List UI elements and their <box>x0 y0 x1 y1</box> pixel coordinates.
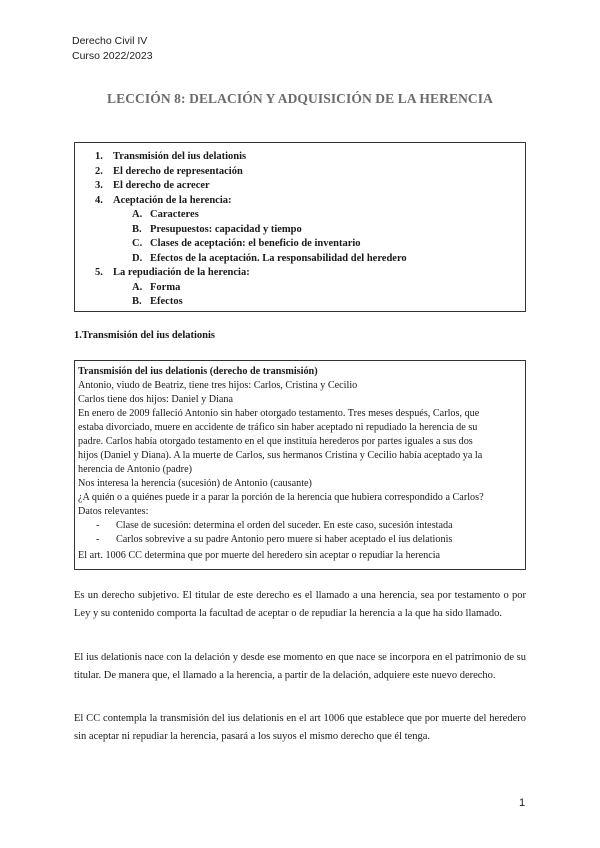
case-line: Carlos tiene dos hijos: Daniel y Diana <box>78 394 234 405</box>
bullet-item: Clase de sucesión: determina el orden del suceder. En este caso, sucesión intestada <box>116 520 453 531</box>
body-paragraph: Es un derecho subjetivo. El titular de este derecho es el llamado a una herencia, sea por testamento o por Ley y su contenido comporta la facultad de aceptar o de repudiar la herencia a la que ha sido llamado. <box>74 590 526 619</box>
course-name: Derecho Civil IV <box>72 35 148 47</box>
case-line: herencia de Antonio (padre) <box>78 464 192 475</box>
section-heading: 1.Transmisión del ius delationis <box>74 330 216 341</box>
body-paragraph: El CC contempla la transmisión del ius delationis en el art 1006 que establece que por muerte del heredero sin aceptar ni repudiar la herencia, pasará a los suyos el mismo derecho que él tenga. <box>74 713 526 742</box>
bullet-mark: - <box>96 520 100 531</box>
case-study-box <box>74 360 526 570</box>
toc-item: 5. La repudiación de la herencia: <box>95 267 250 278</box>
case-line: Antonio, viudo de Beatriz, tiene tres hijos: Carlos, Cristina y Cecilio <box>78 380 358 391</box>
toc-item: 4. Aceptación de la herencia: <box>95 194 232 206</box>
toc-subitem: B. Efectos <box>132 296 183 307</box>
toc-item: 2. El derecho de representación <box>95 165 243 177</box>
toc-subitem: D. Efectos de la aceptación. La responsabilidad del heredero <box>132 252 407 264</box>
case-line: Nos interesa la herencia (sucesión) de Antonio (causante) <box>78 478 312 489</box>
case-line: Datos relevantes: <box>78 506 149 517</box>
bullet-mark: - <box>96 534 100 545</box>
table-of-contents <box>74 142 526 312</box>
toc-item: 3. El derecho de acrecer <box>95 180 210 191</box>
course-year: Curso 2022/2023 <box>72 50 153 62</box>
toc-subitem: A. Caracteres <box>132 209 199 220</box>
toc-subitem: C. Clases de aceptación: el beneficio de inventario <box>132 238 361 249</box>
toc-subitem: B. Presupuestos: capacidad y tiempo <box>132 223 302 235</box>
bullet-item: Carlos sobrevive a su padre Antonio pero muere si haber aceptado el ius delationis <box>116 534 453 545</box>
toc-item: 1. Transmisión del ius delationis <box>95 151 247 162</box>
document-header <box>72 34 153 64</box>
case-conclusion: El art. 1006 CC determina que por muerte del heredero sin aceptar o repudiar la herencia <box>78 550 441 561</box>
case-line: padre. Carlos había otorgado testamento en el que instituía herederos por partes iguales a sus dos <box>78 436 473 447</box>
case-line: ¿A quién o a quiénes puede ir a parar la porción de la herencia que hubiera correspondido a Carlos? <box>78 492 484 503</box>
page-number: 1 <box>519 797 526 809</box>
lesson-title: LECCIÓN 8: DELACIÓN Y ADQUISICIÓN DE LA HERENCIA <box>107 91 493 106</box>
case-line: estaba divorciado, muere en accidente de tráfico sin haber aceptado ni repudiado la herencia de su <box>78 422 478 433</box>
body-paragraph: El ius delationis nace con la delación y desde ese momento en que nace se incorpora en el patrimonio de su titular. De manera que, el llamado a la herencia, a partir de la delación, adquiere este nuevo derecho. <box>74 652 526 681</box>
case-line: En enero de 2009 falleció Antonio sin haber otorgado testamento. Tres meses después, Carlos, que <box>78 408 480 419</box>
toc-subitem: A. Forma <box>132 281 181 293</box>
case-line: hijos (Daniel y Diana). A la muerte de Carlos, sus hermanos Cristina y Cecilio había aceptado ya la <box>78 450 483 461</box>
case-title: Transmisión del ius delationis (derecho de transmisión) <box>78 366 318 377</box>
